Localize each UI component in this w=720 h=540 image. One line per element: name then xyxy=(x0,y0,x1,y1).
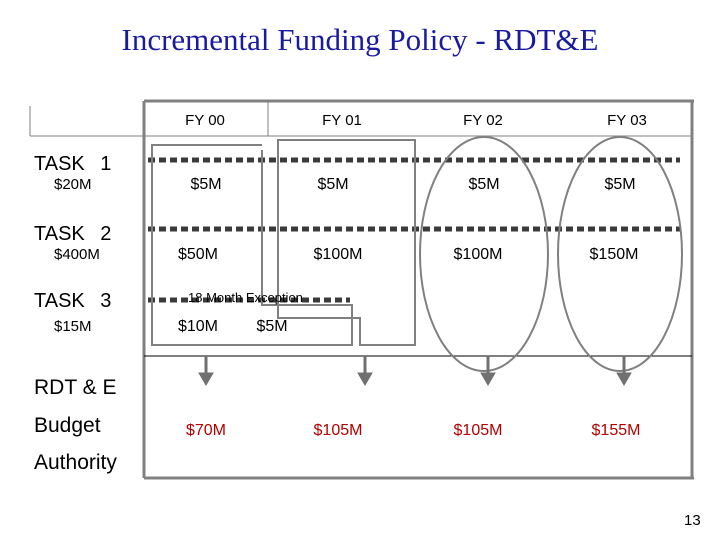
task1-total: $20M xyxy=(54,176,92,193)
task3-label: TASK 3 xyxy=(34,290,112,312)
task1-label: TASK 1 xyxy=(34,153,112,175)
task2-amount-fy02: $100M xyxy=(453,246,503,263)
budget-label-line3: Authority xyxy=(34,451,117,474)
year-header-fy01: FY 01 xyxy=(322,112,362,129)
task2-label: TASK 2 xyxy=(34,223,112,245)
budget-label-line2: Budget xyxy=(34,414,101,437)
budget-amount-fy00: $70M xyxy=(185,422,227,439)
task2-amount-fy03: $150M xyxy=(589,246,639,263)
exception-label: 18 Month Exception xyxy=(188,290,303,305)
year-header-fy02: FY 02 xyxy=(463,112,503,129)
task3-amount-fy00: $10M xyxy=(177,318,219,335)
fy01-outline xyxy=(278,140,415,345)
task2-total: $400M xyxy=(54,246,100,263)
budget-amount-fy01: $105M xyxy=(313,422,363,439)
year-header-fy03: FY 03 xyxy=(607,112,647,129)
task1-amount-fy01: $5M xyxy=(317,176,349,193)
budget-amount-fy02: $105M xyxy=(453,422,503,439)
year-header-fy00: FY 00 xyxy=(185,112,225,129)
task1-amount-fy00: $5M xyxy=(190,176,222,193)
task1-amount-fy03: $5M xyxy=(604,176,636,193)
page-number: 13 xyxy=(684,512,701,529)
task1-amount-fy02: $5M xyxy=(468,176,500,193)
slide-title: Incremental Funding Policy - RDT&E xyxy=(121,22,599,57)
task3-amount-fy01: $5M xyxy=(256,318,288,335)
task2-amount-fy00: $50M xyxy=(177,246,219,263)
budget-label-line1: RDT & E xyxy=(34,376,117,399)
task2-amount-fy01: $100M xyxy=(313,246,363,263)
budget-amount-fy03: $155M xyxy=(591,422,641,439)
task3-total: $15M xyxy=(54,318,92,335)
fy00-outline xyxy=(152,145,352,345)
